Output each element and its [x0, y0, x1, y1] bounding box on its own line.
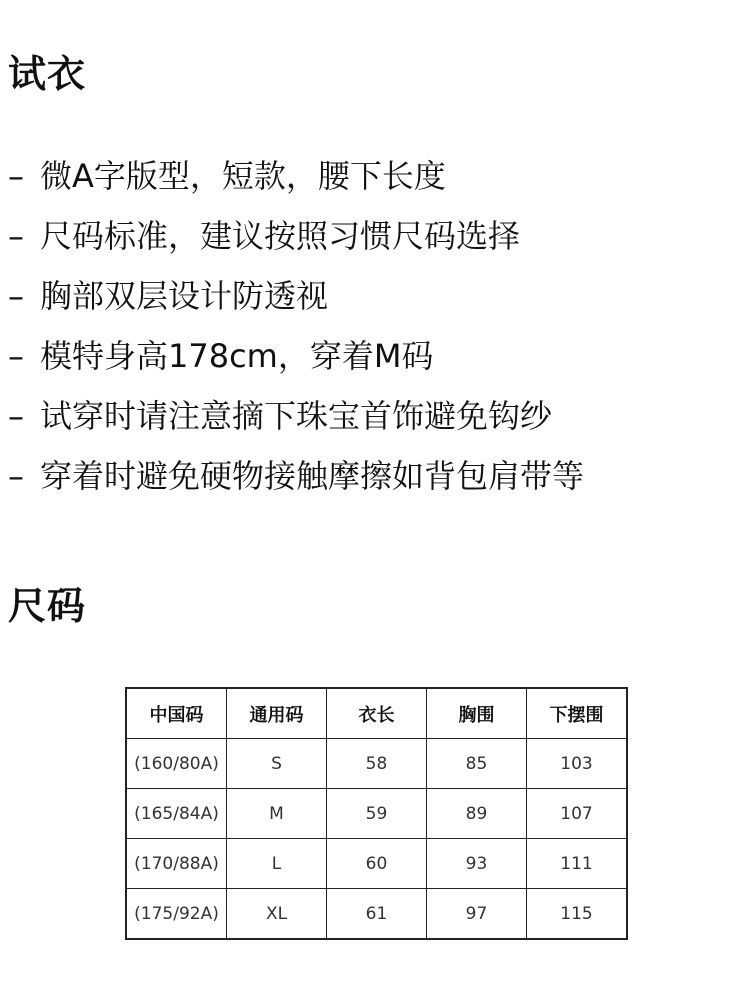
table-row — [126, 889, 627, 940]
table-cell: 58 — [327, 739, 427, 789]
table-cell: XL — [227, 889, 327, 940]
bullet-dash: – — [8, 397, 24, 435]
table-cell: (170/88A) — [126, 839, 227, 889]
header-hem: 下摆围 — [527, 688, 628, 739]
table-cell: S — [227, 739, 327, 789]
table-row — [126, 839, 627, 889]
bullet-dash: – — [8, 157, 24, 195]
header-bust: 胸围 — [427, 688, 527, 739]
table-cell: 61 — [327, 889, 427, 940]
list-item — [8, 206, 584, 266]
table-cell: L — [227, 839, 327, 889]
list-item — [8, 266, 584, 326]
table-cell: 115 — [527, 889, 628, 940]
table-cell: (175/92A) — [126, 889, 227, 940]
bullet-dash: – — [8, 337, 24, 375]
header-length: 衣长 — [327, 688, 427, 739]
bullet-dash: – — [8, 277, 24, 315]
size-section-title: 尺码 — [8, 584, 87, 628]
list-item-text: 胸部双层设计防透视 — [40, 277, 329, 315]
bullet-dash: – — [8, 457, 24, 495]
list-item-text: 模特身高178cm，穿着M码 — [40, 337, 434, 375]
list-item-text: 试穿时请注意摘下珠宝首饰避免钩纱 — [40, 397, 553, 435]
list-item — [8, 386, 584, 446]
table-cell: 111 — [527, 839, 628, 889]
fit-section-title: 试衣 — [8, 52, 87, 96]
header-cn-size: 中国码 — [126, 688, 227, 739]
table-cell: 89 — [427, 789, 527, 839]
table-header-row — [126, 688, 627, 739]
list-item-text: 微A字版型，短款，腰下长度 — [40, 157, 446, 195]
list-item — [8, 326, 584, 386]
table-row — [126, 789, 627, 839]
list-item-text: 尺码标准，建议按照习惯尺码选择 — [40, 217, 521, 255]
table-cell: 103 — [527, 739, 628, 789]
list-item — [8, 446, 584, 506]
table-cell: 97 — [427, 889, 527, 940]
table-cell: 59 — [327, 789, 427, 839]
fit-notes-list — [8, 146, 584, 506]
table-cell: 60 — [327, 839, 427, 889]
header-intl-size: 通用码 — [227, 688, 327, 739]
table-cell: (165/84A) — [126, 789, 227, 839]
table-cell: M — [227, 789, 327, 839]
table-cell: (160/80A) — [126, 739, 227, 789]
bullet-dash: – — [8, 217, 24, 255]
table-row — [126, 739, 627, 789]
list-item — [8, 146, 584, 206]
size-chart-table — [125, 687, 628, 940]
table-cell: 107 — [527, 789, 628, 839]
table-cell: 93 — [427, 839, 527, 889]
table-cell: 85 — [427, 739, 527, 789]
list-item-text: 穿着时避免硬物接触摩擦如背包肩带等 — [40, 457, 585, 495]
